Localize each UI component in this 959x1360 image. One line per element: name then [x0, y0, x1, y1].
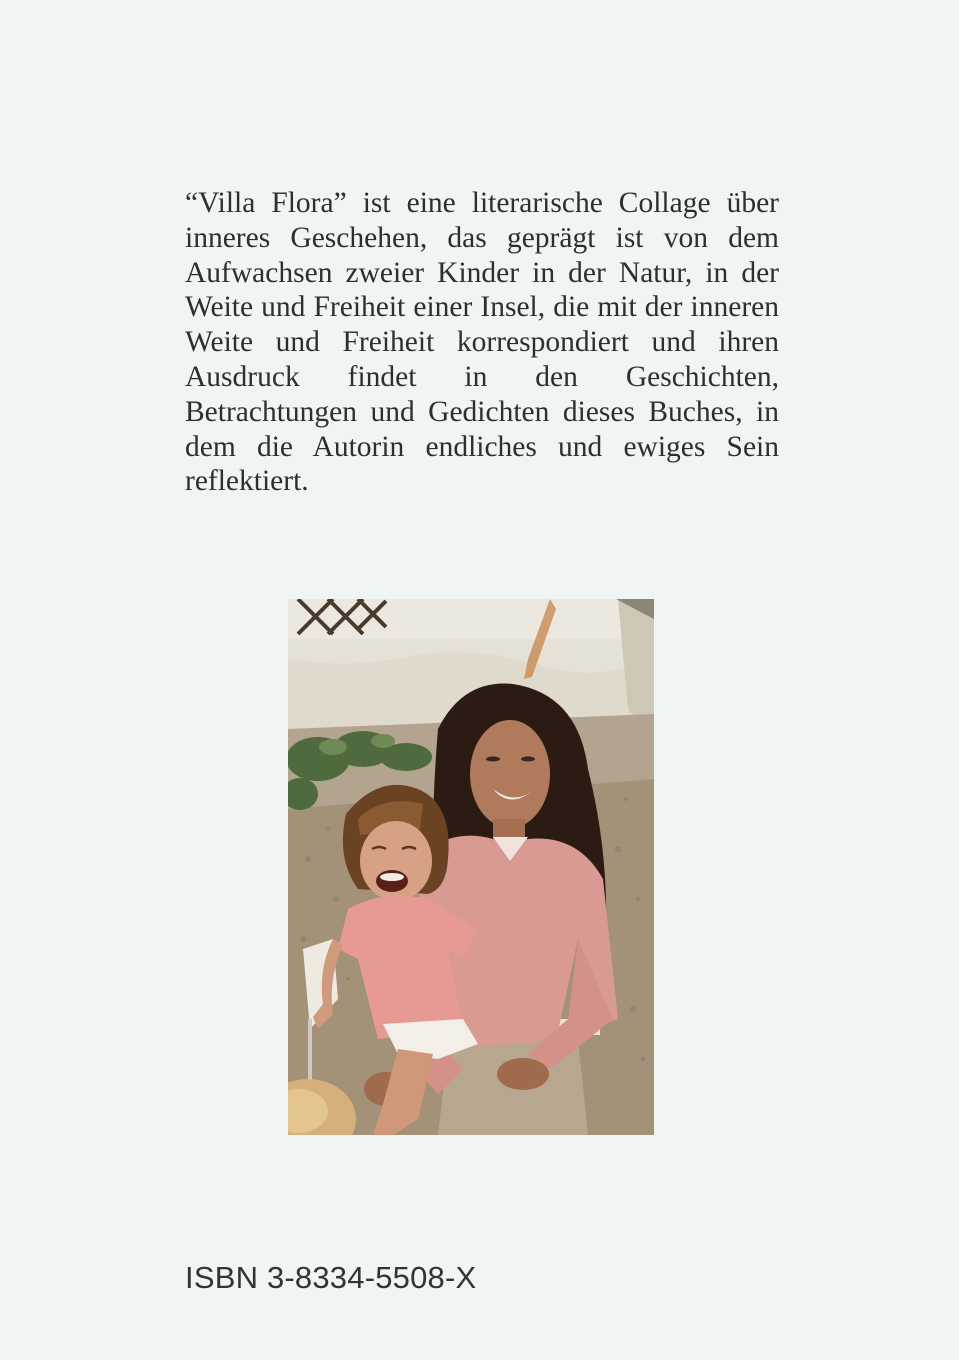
- cover-photo: [288, 599, 654, 1135]
- photo-illustration: [288, 599, 654, 1135]
- blurb-text: “Villa Flora” ist eine literarische Collage über inneres Geschehen, das geprägt ist von dem Aufwachsen zweier Kinder in der Natur, in der Weite und Freiheit einer Insel, die mit der inneren Weite und Freiheit korrespondiert und ihren Ausdruck findet in den Geschichten, Betrachtungen und Gedichten dieses Buches, in dem die Autorin endliches und ewiges Sein reflektiert.: [185, 187, 779, 498]
- isbn-number: ISBN 3-8334-5508-X: [185, 1260, 477, 1295]
